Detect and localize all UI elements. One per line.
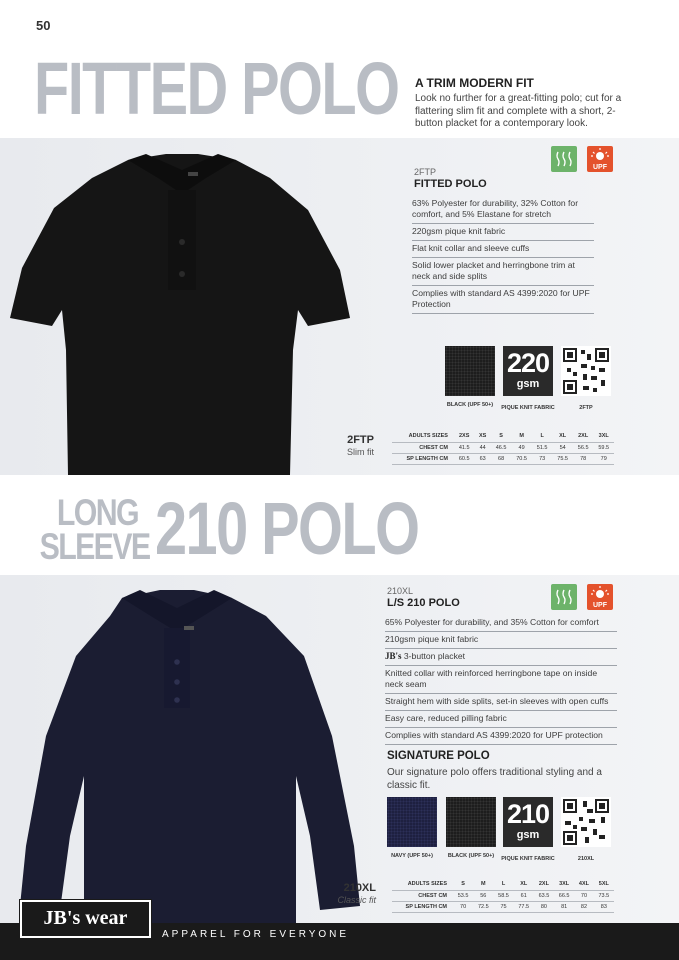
intro-text: Look no further for a great-fitting polo; cut for a flattering slim fit and complete with a short, 2-button placket for a contemporary look. bbox=[415, 93, 622, 129]
table-cell: 79 bbox=[593, 453, 614, 464]
section-title-fitted-polo: FITTED POLO bbox=[34, 47, 399, 130]
swatch-black bbox=[446, 797, 496, 847]
table-cell: XS bbox=[474, 431, 490, 442]
table-cell: 73 bbox=[532, 453, 553, 464]
table-cell: 3XL bbox=[593, 431, 614, 442]
table-cell: L bbox=[493, 879, 513, 890]
table-cell: 3XL bbox=[554, 879, 574, 890]
table-cell: 53.5 bbox=[453, 890, 473, 901]
product-code: 210XL bbox=[387, 586, 414, 596]
table-cell: CHEST CM bbox=[392, 890, 453, 901]
fit-type: Slim fit bbox=[347, 447, 374, 457]
table-cell: 82 bbox=[574, 901, 593, 912]
feature-list bbox=[412, 196, 594, 314]
signature-text: Our signature polo offers traditional styling and a classic fit. bbox=[387, 767, 602, 791]
table-cell: M bbox=[511, 431, 532, 442]
table-row bbox=[392, 901, 614, 912]
table-cell: 2XL bbox=[573, 431, 594, 442]
feature-text: 3-button placket bbox=[403, 651, 466, 661]
page-number: 50 bbox=[36, 18, 51, 33]
gsm-badge bbox=[503, 346, 553, 396]
swatch-label: 210XL bbox=[577, 856, 595, 862]
feature-item: Flat knit collar and sleeve cuffs bbox=[412, 241, 594, 258]
feature-list bbox=[385, 615, 617, 745]
product-name: FITTED POLO bbox=[414, 178, 487, 190]
table-cell: 78 bbox=[573, 453, 594, 464]
table-cell: 73.5 bbox=[594, 890, 614, 901]
table-cell: 66.5 bbox=[554, 890, 574, 901]
table-cell: 70.5 bbox=[511, 453, 532, 464]
gsm-unit: gsm bbox=[516, 829, 540, 841]
footer-tagline: APPAREL FOR EVERYONE bbox=[162, 929, 350, 940]
table-cell: XL bbox=[514, 879, 534, 890]
table-cell: 46.5 bbox=[491, 442, 512, 453]
swatch-navy bbox=[387, 797, 437, 847]
feature-item: Solid lower placket and herringbone trim at neck and side splits bbox=[412, 258, 594, 286]
table-cell: 5XL bbox=[594, 879, 614, 890]
breathable-icon bbox=[551, 584, 577, 610]
table-row bbox=[392, 879, 614, 890]
size-table bbox=[392, 431, 614, 465]
feature-item: 65% Polyester for durability, and 35% Cotton for comfort bbox=[385, 615, 617, 632]
table-cell: 75 bbox=[493, 901, 513, 912]
breathable-icon bbox=[551, 146, 577, 172]
table-cell: S bbox=[491, 431, 512, 442]
table-cell: 61 bbox=[514, 890, 534, 901]
swatch-black bbox=[445, 346, 495, 396]
table-cell: 4XL bbox=[574, 879, 593, 890]
gsm-unit: gsm bbox=[516, 378, 540, 390]
table-cell: 60.5 bbox=[454, 453, 475, 464]
qr-code-icon[interactable] bbox=[561, 346, 611, 396]
gsm-value: 210 bbox=[506, 799, 550, 829]
table-cell: 2XS bbox=[454, 431, 475, 442]
table-cell: 51.5 bbox=[532, 442, 553, 453]
table-row bbox=[392, 890, 614, 901]
table-cell: L bbox=[532, 431, 553, 442]
table-cell: 63 bbox=[474, 453, 490, 464]
table-cell: 70 bbox=[453, 901, 473, 912]
table-cell: 2XL bbox=[534, 879, 554, 890]
table-cell: ADULTS SIZES bbox=[392, 431, 454, 442]
table-cell: 68 bbox=[491, 453, 512, 464]
swatch-label: BLACK (UPF 50+) bbox=[446, 402, 494, 408]
table-cell: 77.5 bbox=[514, 901, 534, 912]
table-row bbox=[392, 453, 614, 464]
swatch-label: PIQUE KNIT FABRIC bbox=[501, 856, 555, 862]
gsm-value: 220 bbox=[506, 348, 550, 378]
jbs-logo-inline: JB's bbox=[385, 651, 402, 661]
table-cell: SP LENGTH CM bbox=[392, 453, 454, 464]
feature-item: Straight hem with side splits, set-in sleeves with open cuffs bbox=[385, 694, 617, 711]
fit-type: Classic fit bbox=[337, 895, 376, 905]
section-title-210-polo: 210 POLO bbox=[155, 487, 419, 570]
swatch-label: BLACK (UPF 50+) bbox=[447, 853, 495, 859]
table-cell: CHEST CM bbox=[392, 442, 454, 453]
signature-heading: SIGNATURE POLO bbox=[387, 750, 490, 762]
swatch-label: NAVY (UPF 50+) bbox=[391, 853, 433, 859]
product-code: 2FTP bbox=[414, 167, 437, 177]
table-cell: 56.5 bbox=[573, 442, 594, 453]
logo-text: JB's wear bbox=[43, 907, 128, 929]
table-cell: 75.5 bbox=[552, 453, 573, 464]
table-cell: 63.5 bbox=[534, 890, 554, 901]
long-sleeve-polo-shirt-image bbox=[14, 586, 364, 923]
upf-label: UPF bbox=[593, 164, 607, 171]
feature-item: Easy care, reduced pilling fabric bbox=[385, 711, 617, 728]
table-cell: S bbox=[453, 879, 473, 890]
table-cell: 80 bbox=[534, 901, 554, 912]
upf-sun-icon bbox=[587, 584, 613, 610]
table-cell: SP LENGTH CM bbox=[392, 901, 453, 912]
table-row bbox=[392, 442, 614, 453]
upf-sun-icon bbox=[587, 146, 613, 172]
feature-item: Complies with standard AS 4399:2020 for UPF protection bbox=[385, 728, 617, 745]
title-line-sleeve: SLEEVE bbox=[39, 526, 150, 567]
table-cell: 41.5 bbox=[454, 442, 475, 453]
feature-item: 210gsm pique knit fabric bbox=[385, 632, 617, 649]
qr-code-icon[interactable] bbox=[561, 797, 611, 847]
table-cell: XL bbox=[552, 431, 573, 442]
feature-item: 63% Polyester for durability, 32% Cotton for comfort, and 5% Elastane for stretch bbox=[412, 196, 594, 224]
fitted-polo-shirt-image bbox=[8, 150, 353, 475]
table-cell: 70 bbox=[574, 890, 593, 901]
table-cell: M bbox=[473, 879, 493, 890]
table-cell: 81 bbox=[554, 901, 574, 912]
fit-code: 2FTP bbox=[347, 434, 374, 446]
feature-item: Complies with standard AS 4399:2020 for UPF Protection bbox=[412, 286, 594, 314]
table-cell: 49 bbox=[511, 442, 532, 453]
title-line-long: LONG bbox=[56, 492, 138, 533]
fit-code: 210XL bbox=[343, 882, 376, 894]
section-title-long-sleeve bbox=[39, 492, 150, 567]
table-cell: 83 bbox=[594, 901, 614, 912]
table-cell: 56 bbox=[473, 890, 493, 901]
upf-label: UPF bbox=[593, 602, 607, 609]
feature-item bbox=[385, 649, 617, 666]
feature-item: 220gsm pique knit fabric bbox=[412, 224, 594, 241]
jbs-wear-logo bbox=[20, 900, 151, 938]
table-cell: 58.5 bbox=[493, 890, 513, 901]
table-cell: 59.5 bbox=[593, 442, 614, 453]
product-name: L/S 210 POLO bbox=[387, 597, 460, 609]
gsm-badge bbox=[503, 797, 553, 847]
table-row bbox=[392, 431, 614, 442]
swatch-label: PIQUE KNIT FABRIC bbox=[501, 405, 555, 411]
feature-item: Knitted collar with reinforced herringbone tape on inside neck seam bbox=[385, 666, 617, 694]
table-cell: 72.5 bbox=[473, 901, 493, 912]
table-cell: 54 bbox=[552, 442, 573, 453]
table-cell: ADULTS SIZES bbox=[392, 879, 453, 890]
swatch-label: 2FTP bbox=[579, 405, 593, 411]
intro-heading: A TRIM MODERN FIT bbox=[415, 76, 534, 90]
table-cell: 44 bbox=[474, 442, 490, 453]
size-table bbox=[392, 879, 614, 913]
